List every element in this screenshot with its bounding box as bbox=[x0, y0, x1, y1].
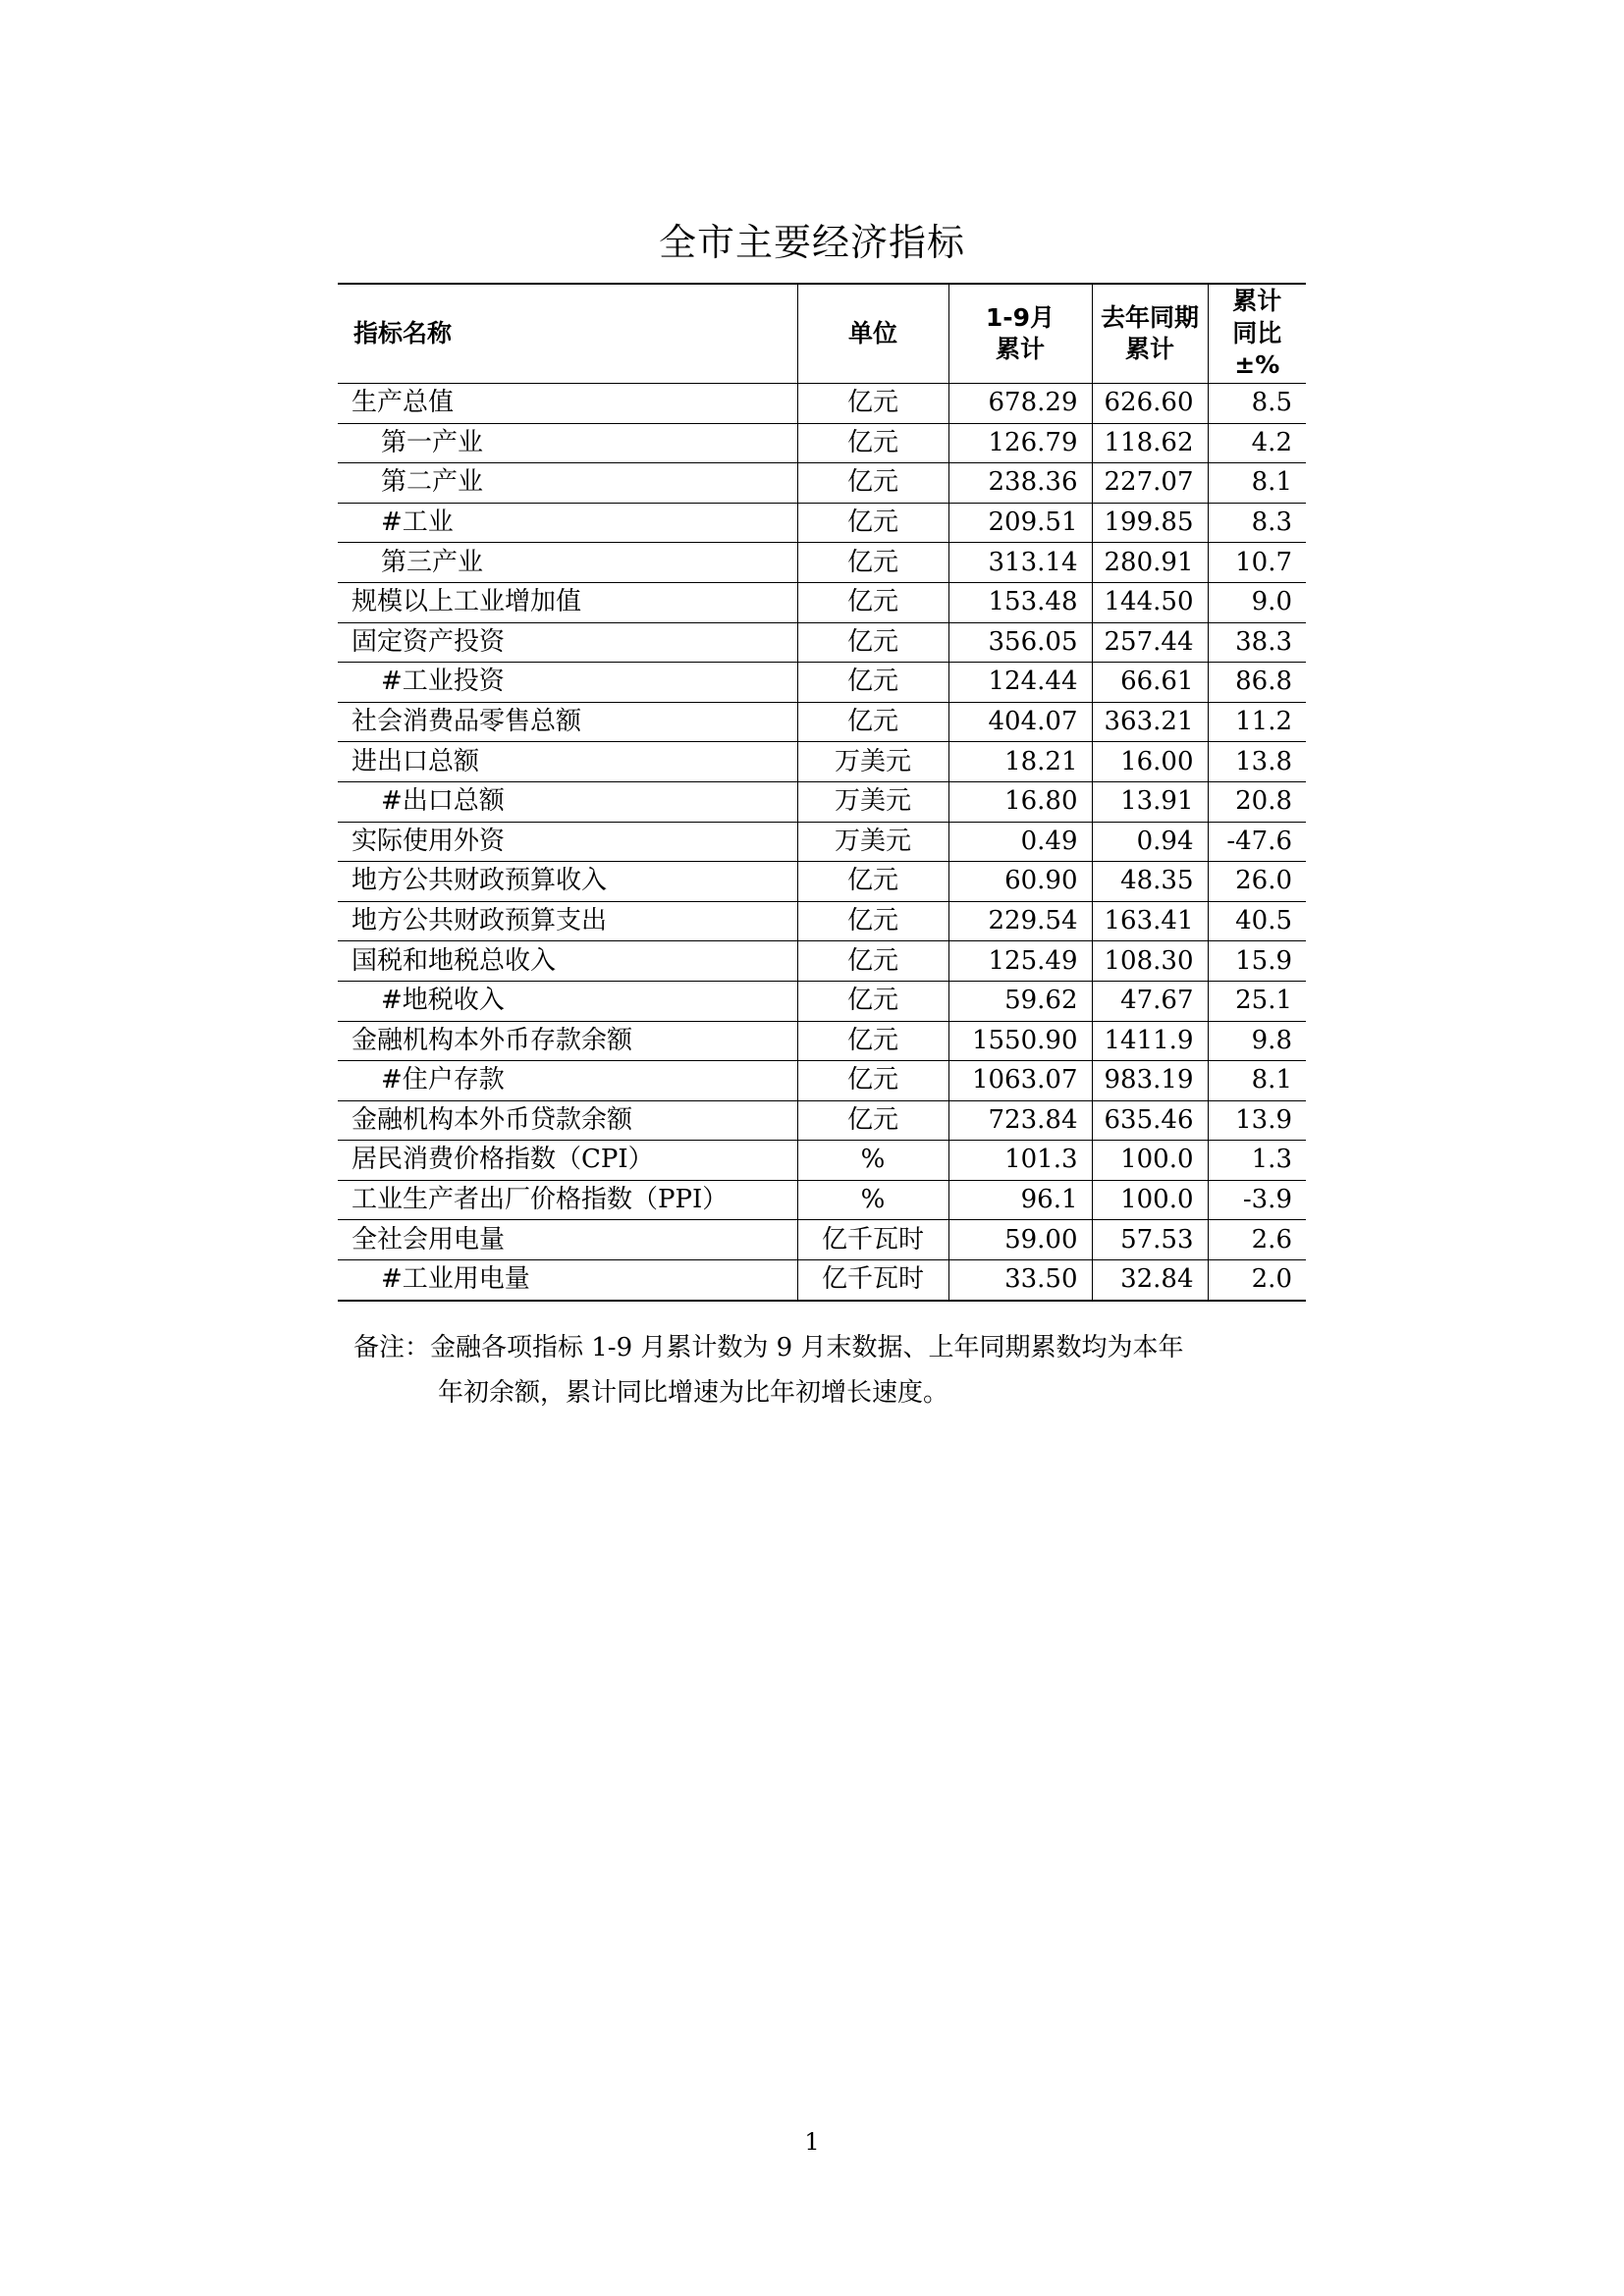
row-previous-cumulative: 100.0 bbox=[1092, 1141, 1208, 1181]
row-current-cumulative: 238.36 bbox=[948, 463, 1092, 504]
row-indicator-name: 生产总值 bbox=[338, 384, 797, 424]
table-row bbox=[338, 384, 1306, 424]
row-current-cumulative: 59.62 bbox=[948, 981, 1092, 1021]
row-previous-cumulative: 66.61 bbox=[1092, 663, 1208, 703]
row-previous-cumulative: 144.50 bbox=[1092, 582, 1208, 622]
table-row bbox=[338, 463, 1306, 504]
row-previous-cumulative: 983.19 bbox=[1092, 1061, 1208, 1101]
row-indicator-name: 固定资产投资 bbox=[338, 622, 797, 663]
row-indicator-name: 规模以上工业增加值 bbox=[338, 582, 797, 622]
row-yoy-change: 9.0 bbox=[1208, 582, 1306, 622]
row-current-cumulative: 209.51 bbox=[948, 503, 1092, 543]
row-current-cumulative: 723.84 bbox=[948, 1100, 1092, 1141]
row-unit: 亿元 bbox=[797, 1061, 948, 1101]
row-current-cumulative: 60.90 bbox=[948, 862, 1092, 902]
row-yoy-change: 38.3 bbox=[1208, 622, 1306, 663]
row-current-cumulative: 153.48 bbox=[948, 582, 1092, 622]
row-indicator-name: #地税收入 bbox=[338, 981, 797, 1021]
row-previous-cumulative: 108.30 bbox=[1092, 941, 1208, 982]
row-indicator-name: #工业 bbox=[338, 503, 797, 543]
row-unit: 亿元 bbox=[797, 901, 948, 941]
row-indicator-name: 实际使用外资 bbox=[338, 822, 797, 862]
table-row bbox=[338, 981, 1306, 1021]
row-yoy-change: 2.6 bbox=[1208, 1220, 1306, 1260]
row-current-cumulative: 404.07 bbox=[948, 702, 1092, 742]
row-yoy-change: 13.9 bbox=[1208, 1100, 1306, 1141]
row-indicator-name: #住户存款 bbox=[338, 1061, 797, 1101]
row-previous-cumulative: 13.91 bbox=[1092, 781, 1208, 822]
row-previous-cumulative: 1411.9 bbox=[1092, 1021, 1208, 1061]
footnote bbox=[353, 1325, 1296, 1415]
row-indicator-name: 社会消费品零售总额 bbox=[338, 702, 797, 742]
row-previous-cumulative: 363.21 bbox=[1092, 702, 1208, 742]
row-current-cumulative: 1550.90 bbox=[948, 1021, 1092, 1061]
row-yoy-change: 8.1 bbox=[1208, 463, 1306, 504]
row-yoy-change: 11.2 bbox=[1208, 702, 1306, 742]
row-unit: 亿元 bbox=[797, 663, 948, 703]
table-row bbox=[338, 781, 1306, 822]
row-yoy-change: -47.6 bbox=[1208, 822, 1306, 862]
footnote-line-2: 年初余额，累计同比增速为比年初增长速度。 bbox=[438, 1378, 949, 1408]
row-previous-cumulative: 57.53 bbox=[1092, 1220, 1208, 1260]
row-current-cumulative: 356.05 bbox=[948, 622, 1092, 663]
row-yoy-change: 13.8 bbox=[1208, 742, 1306, 782]
row-unit: 亿元 bbox=[797, 862, 948, 902]
table-header-row bbox=[338, 284, 1306, 384]
header-indicator-name: 指标名称 bbox=[338, 284, 797, 384]
row-indicator-name: 全社会用电量 bbox=[338, 1220, 797, 1260]
row-unit: 亿元 bbox=[797, 622, 948, 663]
row-indicator-name: 进出口总额 bbox=[338, 742, 797, 782]
table-row bbox=[338, 1021, 1306, 1061]
page-number: 1 bbox=[804, 2128, 820, 2156]
row-previous-cumulative: 257.44 bbox=[1092, 622, 1208, 663]
row-current-cumulative: 229.54 bbox=[948, 901, 1092, 941]
header-current-cumulative: 1-9月 累计 bbox=[948, 284, 1092, 384]
row-indicator-name: 地方公共财政预算支出 bbox=[338, 901, 797, 941]
indicators-table bbox=[338, 283, 1306, 1302]
header-yoy-change: 累计 同比 ±% bbox=[1208, 284, 1306, 384]
row-previous-cumulative: 280.91 bbox=[1092, 543, 1208, 583]
row-current-cumulative: 96.1 bbox=[948, 1180, 1092, 1220]
row-current-cumulative: 0.49 bbox=[948, 822, 1092, 862]
row-previous-cumulative: 118.62 bbox=[1092, 423, 1208, 463]
row-indicator-name: 地方公共财政预算收入 bbox=[338, 862, 797, 902]
row-unit: 亿元 bbox=[797, 582, 948, 622]
row-yoy-change: 40.5 bbox=[1208, 901, 1306, 941]
table-row bbox=[338, 742, 1306, 782]
row-unit: 亿元 bbox=[797, 384, 948, 424]
row-unit: 亿元 bbox=[797, 543, 948, 583]
row-yoy-change: 4.2 bbox=[1208, 423, 1306, 463]
table-body bbox=[338, 384, 1306, 1301]
row-unit: % bbox=[797, 1141, 948, 1181]
table-row bbox=[338, 1061, 1306, 1101]
row-unit: 万美元 bbox=[797, 742, 948, 782]
row-previous-cumulative: 48.35 bbox=[1092, 862, 1208, 902]
table-row bbox=[338, 1100, 1306, 1141]
row-yoy-change: 8.3 bbox=[1208, 503, 1306, 543]
table-row bbox=[338, 862, 1306, 902]
table-row bbox=[338, 1141, 1306, 1181]
row-current-cumulative: 16.80 bbox=[948, 781, 1092, 822]
row-yoy-change: 10.7 bbox=[1208, 543, 1306, 583]
table-row bbox=[338, 503, 1306, 543]
row-unit: 亿元 bbox=[797, 503, 948, 543]
row-yoy-change: 25.1 bbox=[1208, 981, 1306, 1021]
table-row bbox=[338, 663, 1306, 703]
header-unit: 单位 bbox=[797, 284, 948, 384]
row-indicator-name: #出口总额 bbox=[338, 781, 797, 822]
table-row bbox=[338, 543, 1306, 583]
row-unit: 万美元 bbox=[797, 781, 948, 822]
row-previous-cumulative: 32.84 bbox=[1092, 1260, 1208, 1301]
row-unit: 亿千瓦时 bbox=[797, 1260, 948, 1301]
row-indicator-name: 金融机构本外币存款余额 bbox=[338, 1021, 797, 1061]
row-previous-cumulative: 227.07 bbox=[1092, 463, 1208, 504]
row-unit: 万美元 bbox=[797, 822, 948, 862]
row-yoy-change: -3.9 bbox=[1208, 1180, 1306, 1220]
table-row bbox=[338, 1260, 1306, 1301]
row-previous-cumulative: 199.85 bbox=[1092, 503, 1208, 543]
row-indicator-name: 第一产业 bbox=[338, 423, 797, 463]
row-yoy-change: 20.8 bbox=[1208, 781, 1306, 822]
row-yoy-change: 15.9 bbox=[1208, 941, 1306, 982]
row-unit: 亿元 bbox=[797, 702, 948, 742]
row-previous-cumulative: 100.0 bbox=[1092, 1180, 1208, 1220]
row-current-cumulative: 1063.07 bbox=[948, 1061, 1092, 1101]
row-current-cumulative: 101.3 bbox=[948, 1141, 1092, 1181]
row-unit: 亿元 bbox=[797, 1100, 948, 1141]
row-unit: 亿元 bbox=[797, 941, 948, 982]
row-indicator-name: 金融机构本外币贷款余额 bbox=[338, 1100, 797, 1141]
table-row bbox=[338, 582, 1306, 622]
row-previous-cumulative: 626.60 bbox=[1092, 384, 1208, 424]
row-indicator-name: 工业生产者出厂价格指数（PPI） bbox=[338, 1180, 797, 1220]
table-row bbox=[338, 1180, 1306, 1220]
table-row bbox=[338, 822, 1306, 862]
table-row bbox=[338, 941, 1306, 982]
row-unit: % bbox=[797, 1180, 948, 1220]
row-previous-cumulative: 16.00 bbox=[1092, 742, 1208, 782]
row-previous-cumulative: 163.41 bbox=[1092, 901, 1208, 941]
row-current-cumulative: 33.50 bbox=[948, 1260, 1092, 1301]
row-yoy-change: 1.3 bbox=[1208, 1141, 1306, 1181]
row-indicator-name: 居民消费价格指数（CPI） bbox=[338, 1141, 797, 1181]
row-current-cumulative: 124.44 bbox=[948, 663, 1092, 703]
row-indicator-name: 第三产业 bbox=[338, 543, 797, 583]
row-yoy-change: 2.0 bbox=[1208, 1260, 1306, 1301]
row-yoy-change: 8.1 bbox=[1208, 1061, 1306, 1101]
row-unit: 亿千瓦时 bbox=[797, 1220, 948, 1260]
row-unit: 亿元 bbox=[797, 1021, 948, 1061]
row-indicator-name: 国税和地税总收入 bbox=[338, 941, 797, 982]
footnote-line-1: 备注：金融各项指标 1-9 月累计数为 9 月末数据、上年同期累数均为本年 bbox=[353, 1333, 1184, 1362]
table-row bbox=[338, 1220, 1306, 1260]
row-unit: 亿元 bbox=[797, 981, 948, 1021]
row-indicator-name: 第二产业 bbox=[338, 463, 797, 504]
row-current-cumulative: 18.21 bbox=[948, 742, 1092, 782]
table-row bbox=[338, 702, 1306, 742]
row-unit: 亿元 bbox=[797, 423, 948, 463]
row-current-cumulative: 678.29 bbox=[948, 384, 1092, 424]
row-current-cumulative: 313.14 bbox=[948, 543, 1092, 583]
row-indicator-name: #工业投资 bbox=[338, 663, 797, 703]
table-row bbox=[338, 622, 1306, 663]
row-yoy-change: 9.8 bbox=[1208, 1021, 1306, 1061]
row-previous-cumulative: 47.67 bbox=[1092, 981, 1208, 1021]
row-yoy-change: 8.5 bbox=[1208, 384, 1306, 424]
row-indicator-name: #工业用电量 bbox=[338, 1260, 797, 1301]
row-current-cumulative: 59.00 bbox=[948, 1220, 1092, 1260]
row-yoy-change: 86.8 bbox=[1208, 663, 1306, 703]
table-row bbox=[338, 423, 1306, 463]
row-unit: 亿元 bbox=[797, 463, 948, 504]
row-previous-cumulative: 635.46 bbox=[1092, 1100, 1208, 1141]
table-row bbox=[338, 901, 1306, 941]
row-yoy-change: 26.0 bbox=[1208, 862, 1306, 902]
page-title: 全市主要经济指标 bbox=[658, 221, 965, 264]
row-current-cumulative: 126.79 bbox=[948, 423, 1092, 463]
header-previous-cumulative: 去年同期 累计 bbox=[1092, 284, 1208, 384]
row-current-cumulative: 125.49 bbox=[948, 941, 1092, 982]
row-previous-cumulative: 0.94 bbox=[1092, 822, 1208, 862]
